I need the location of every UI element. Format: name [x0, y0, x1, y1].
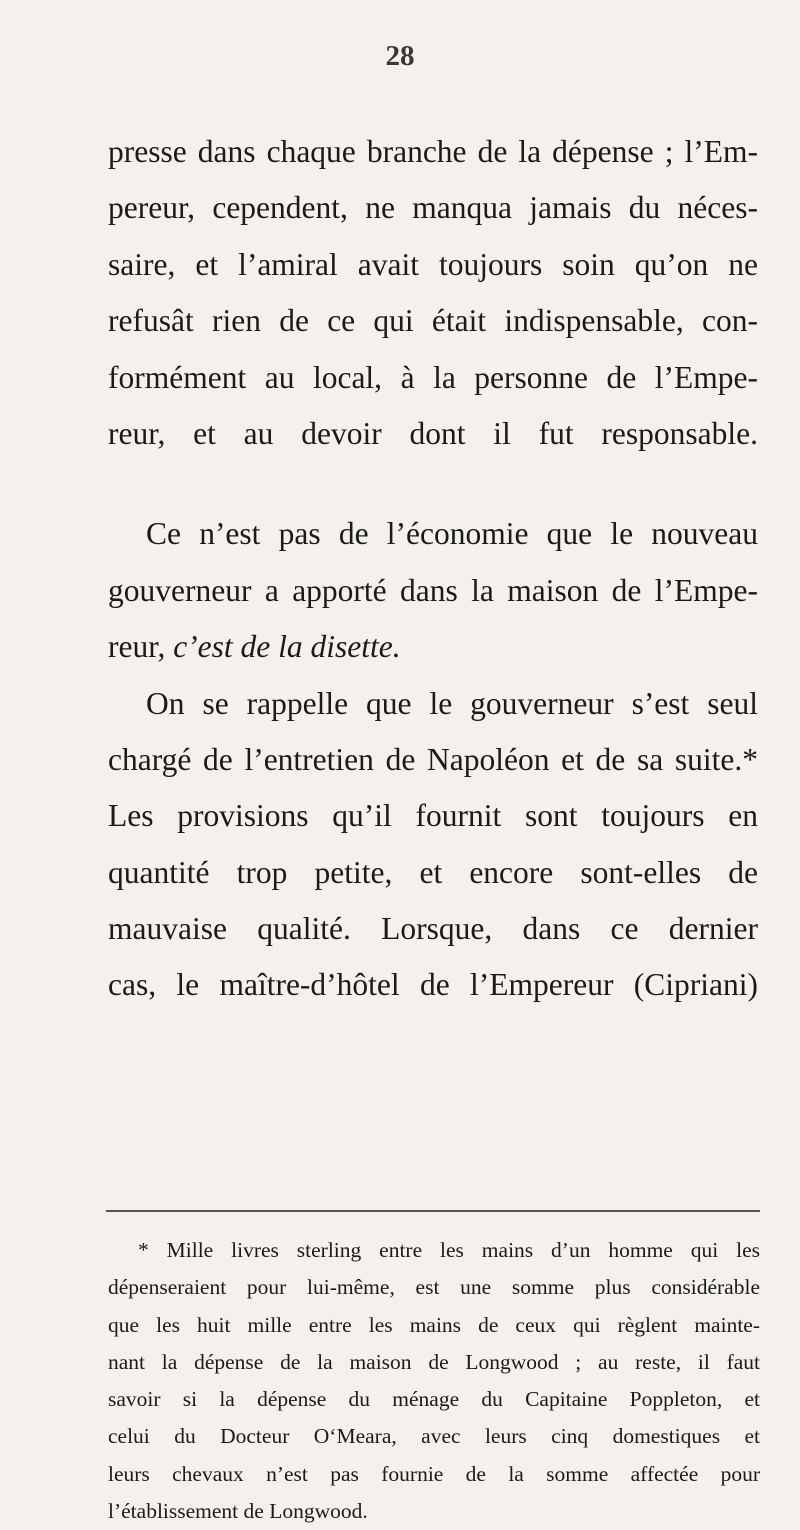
text-line: gouverneur a apporté dans la maison de l’Empe- — [108, 572, 758, 608]
footnote-line: * Mille livres sterling entre les mains d’un homme qui les — [138, 1238, 760, 1262]
page-number: 28 — [385, 40, 415, 72]
text-line: chargé de l’entretien de Napoléon et de sa suite.* — [108, 741, 758, 777]
text-line: On se rappelle que le gouverneur s’est seul — [146, 685, 758, 721]
text-line: mauvaise qualité. Lorsque, dans ce dernier — [108, 911, 758, 947]
footnote-line: l’établissement de Longwood. — [108, 1499, 368, 1524]
footnote — [108, 1232, 760, 1530]
text-line: cas, le maître-d’hôtel de l’Empereur (Cipriani) — [108, 967, 758, 1003]
footnote-line: savoir si la dépense du ménage du Capitaine Poppleton, et — [108, 1387, 760, 1412]
text-line: refusât rien de ce qui était indispensable, con- — [108, 303, 758, 339]
text-line: quantité trop petite, et encore sont-elles de — [108, 854, 758, 890]
text-line — [108, 619, 758, 675]
italic-phrase: c’est de la disette. — [173, 629, 401, 665]
text-line: presse dans chaque branche de la dépense ; l’Em- — [108, 134, 758, 169]
text-line: saire, et l’amiral avait toujours soin qu’on ne — [108, 246, 758, 282]
text-line: formément au local, à la personne de l’Empe- — [108, 359, 758, 395]
paragraph-3 — [108, 676, 758, 1014]
footnote-divider — [106, 1210, 760, 1212]
text-line: Les provisions qu’il fournit sont toujours en — [108, 798, 758, 834]
text-line-plain: reur, — [108, 629, 174, 665]
text-line: Ce n’est pas de l’économie que le nouveau — [146, 516, 758, 552]
footnote-line: dépenseraient pour lui-même, est une somme plus considérable — [108, 1275, 760, 1300]
footnote-line: celui du Docteur O‘Meara, avec leurs cinq domestiques et — [108, 1424, 760, 1449]
text-line: pereur, cependent, ne manqua jamais du néces- — [108, 190, 758, 226]
paragraph-2 — [108, 506, 758, 675]
footnote-line: leurs chevaux n’est pas fournie de la somme affectée pour — [108, 1461, 760, 1486]
main-text — [108, 124, 758, 1014]
paragraph-1 — [108, 124, 758, 462]
footnote-line: que les huit mille entre les mains de ceux qui règlent mainte- — [108, 1312, 760, 1337]
text-line: reur, et au devoir dont il fut responsable. — [108, 415, 758, 451]
footnote-line: nant la dépense de la maison de Longwood ; au reste, il faut — [108, 1349, 760, 1374]
